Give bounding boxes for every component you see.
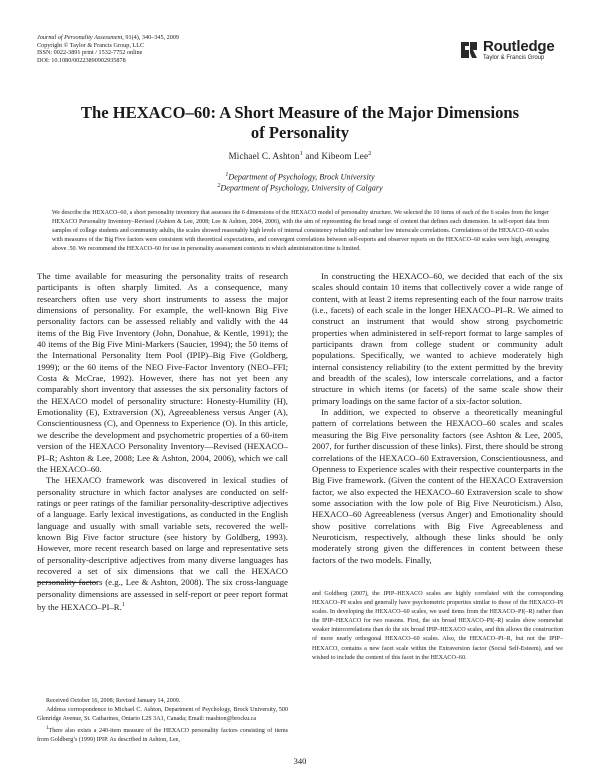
title-line-1: The HEXACO–60: A Short Measure of the Major Dimensions (80, 103, 520, 122)
doi-line: DOI: 10.1080/00223890902935878 (37, 56, 126, 64)
affiliation-2-text: Department of Psychology, University of Calgary (220, 183, 383, 193)
copyright-line: Copyright © Taylor & Francis Group, LLC (37, 41, 145, 49)
footnote-rule (37, 582, 97, 583)
right-paragraph-1: In constructing the HEXACO–60, we decided that each of the six scales should contain 10 items that collectively cover a wide range of content, with at least 2 items representing each of the four narrow traits (i.e., facets) of each scale in the longer HEXACO–PI–R. We aimed to construct an instrument that would show strong psychometric properties when administered in self-report format to large samples of participants drawn from college student or community adult populations. Specifically, we wanted to achieve moderately high internal consistency reliability (to the extent permitted by the brevity and breadth of the scales), low interscale correlations, and a factor structure in which items (or facets) of the same scale show their primary loadings on the same factor of a six-factor solution. (312, 271, 563, 406)
title-line-2: of Personality (250, 123, 350, 142)
journal-citation (37, 34, 297, 42)
right-column (312, 271, 563, 566)
author-2-affil-mark: 2 (368, 151, 372, 157)
footnote-1-text: There also exists a 240-item measure of the HEXACO personality factors consisting of items from Goldberg’s (1999) IPIP. As described in Ashton, Lee, (37, 728, 288, 744)
affiliation-1-mark: 1 (225, 172, 229, 178)
author-list (40, 151, 560, 161)
affiliation-1-text: Department of Psychology, Brock University (228, 172, 375, 182)
footnote-continuation (312, 590, 563, 663)
publisher-name: Routledge (483, 38, 555, 55)
journal-name: Journal of Personality Assessment, (37, 34, 124, 41)
affiliation-2 (40, 183, 560, 193)
left-paragraph-2-text: The HEXACO framework was discovered in lexical studies of personality structure in which factor analyses are conducted on self-ratings or peer ratings of the familiar personality-descriptive adjectives of a language. Early lexical investigations, as conducted in the English language and usually with small variable sets, recovered the well-known Big Five factor structure (see history by Goldberg, 1993). However, more recent research based on large and representative sets of personality-descriptive adjectives from many diverse languages has recovered a set of six dimensions that we call the HEXACO personality factors (e.g., Lee & Ashton, 2008). The six cross-language personality dimensions are assessed in self-report or peer report format by the HEXACO–PI–R. (37, 475, 288, 612)
author-joiner: and (302, 151, 322, 161)
left-paragraph-2 (37, 475, 288, 613)
volume-issue-pages: 91(4), 340–345, 2009 (125, 34, 180, 41)
publisher-subname: Taylor & Francis Group (483, 55, 545, 61)
address-note: Address correspondence to Michael C. Ashton, Department of Psychology, Brock University, 500 Glenridge Avenue, St. Catharines, Ontario L2S 3A1, Canada; Email: mashton@brocku.ca (37, 707, 288, 723)
journal-info (37, 34, 297, 64)
footnote-1-ref: 1 (121, 601, 125, 608)
affiliation-1 (40, 172, 560, 182)
footnote-1 (37, 724, 288, 745)
issn-line: ISSN: 0022-3891 print / 1532-7752 online (37, 49, 143, 57)
footnotes-left (37, 697, 288, 746)
left-paragraph-1: The time available for measuring the personality traits of research participants is often sharply limited. As a consequence, many researchers often use very short instruments to assess the major dimensions of personality. For example, the well-known Big Five personality factors can be assessed reliably and validly with the 44 items of the Big Five Inventory (John, Donahue, & Kentle, 1991); the 40 items of the Big Five Mini-Markers (Saucier, 1994); the 50 items of the International Personality Item Pool (IPIP)–Big Five (Goldberg, 1999); or the 60 items of the NEO Five-Factor Inventory (NEO–FFI; Costa & McCrae, 1992). However, there has not yet been any comparably short inventory that assesses the six personality factors of the HEXACO model of personality structure: Honesty-Humility (H), Emotionality (E), Extraversion (X), Agreeableness versus Anger (A), Conscientiousness (C), and Openness to Experience (O). In this article, we describe the development and psychometric properties of a 60-item version of the HEXACO Personality Inventory—Revised (HEXACO–PI–R; Ashton & Lee, 2008; Lee & Ashton, 2004, 2006), which we call the HEXACO–60. (37, 271, 288, 474)
author-1: Michael C. Ashton (228, 151, 300, 161)
right-paragraph-2: In addition, we expected to observe a theoretically meaningful pattern of correlations between the HEXACO–60 scales and scales measuring the Big Five personality factors (see Ashton & Lee, 2005, 2007, for further discussion of these links). First, there should be strong correlations of the HEXACO–60 Extraversion, Conscientiousness, and Openness to Experience scales with their respective counterparts in the Big Five framework. (Given the content of the HEXACO Extraversion factor, we also expected the HEXACO–60 Extraversion scale to show some association with the low pole of Big Five Neuroticism.) Also, HEXACO–60 Agreeableness (versus Anger) and Emotionality should show positive correlations with Big Five Agreeableness and Neuroticism, respectively, although these links should be only moderately strong given the differences in content between these factors of the two models. Finally, (312, 407, 563, 565)
article-title (40, 103, 560, 143)
received-note: Received October 16, 2008; Revised January 14, 2009. (46, 698, 181, 704)
publisher-logo (459, 38, 569, 64)
routledge-logo-icon (459, 39, 479, 61)
footnote-1-mark: 1 (46, 726, 49, 732)
affiliation-2-mark: 2 (217, 183, 221, 189)
footnote-1-continued: and Goldberg (2007), the IPIP–HEXACO scales are highly correlated with the corresponding HEXACO–PI scales and generally have psychometric properties similar to those of the HEXACO–PI scales. In developing the HEXACO–60 scales, we used items from the HEXACO–PI(–R) rather than the IPIP–HEXACO for two reasons. First, the six broad HEXACO–PI(–R) scales show somewhat weaker intercorrelations than do the six broad IPIP–HEXACO scales, and this allows the construction of more nearly orthogonal HEXACO–60 scales. Also, the HEXACO–PI–R, but not the IPIP–HEXACO, contains a new facet scale within the Extraversion factor (Social Self-Esteem), and we wished to include the content of this facet in the HEXACO–60. (312, 591, 563, 661)
abstract: We describe the HEXACO–60, a short personality inventory that assesses the 6 dimensions of the HEXACO model of personality structure. We selected the 10 items of each of the 6 scales from the longer HEXACO Personality Inventory–Revised (Ashton & Lee, 2008; Lee & Ashton, 2004, 2006), with the aim of representing the broad range of content that defines each dimension. In self-report data from samples of college students and community adults, the scales showed reasonably high levels of internal consistency reliability and rather low interscale correlations. Correlations of the HEXACO–60 scales with measures of the Big Five factors were consistent with theoretical expectations, and convergent correlations between self-reports and observer reports on the HEXACO–60 scales were high, averaging above .50. We recommend the HEXACO–60 for use in personality assessment contexts in which administration time is limited. (52, 210, 549, 252)
author-2: Kibeom Lee (321, 151, 369, 161)
author-1-affil-mark: 1 (299, 151, 303, 157)
page-number: 340 (293, 756, 307, 766)
left-column (37, 271, 288, 613)
